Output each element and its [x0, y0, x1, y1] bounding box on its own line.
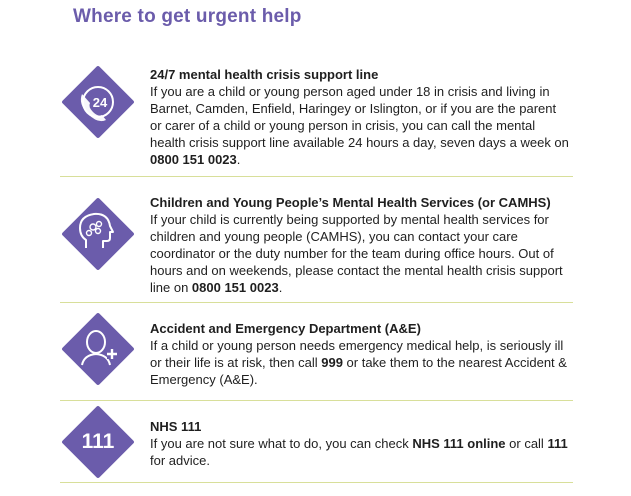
divider — [60, 176, 573, 177]
item-body: If your child is currently being supported by mental health services for children and young people (CAMHS), you can contact your care coordinator or the duty number for the team during office hours. Out of hours and on weekends, please contact the mental health crisis support line on 0800 151 0023. — [150, 212, 563, 295]
divider — [60, 400, 573, 401]
divider — [60, 482, 573, 483]
icon-24-label: 24 — [92, 95, 108, 110]
person-plus-icon — [60, 311, 136, 387]
item-body: If you are a child or young person aged under 18 in crisis and living in Barnet, Camden, Enfield, Haringey or Islington, or if you are the parent or carer of a child or young person in crisis, you can call the mental health crisis support line available 24 hours a day, seven days a week on 0800 151 0023. — [150, 84, 569, 167]
help-item-camhs — [60, 182, 580, 295]
item-body: If you are not sure what to do, you can check NHS 111 online or call 111 for advice. — [150, 436, 568, 468]
item-heading: Accident and Emergency Department (A&E) — [150, 321, 421, 336]
help-item-crisis-line — [60, 62, 580, 172]
help-item-nhs111 — [60, 404, 580, 480]
item-body: If a child or young person needs emergency medical help, is seriously ill or their life is at risk, then call 999 or take them to the nearest Accident & Emergency (A&E). — [150, 338, 567, 387]
nhs-111-icon — [60, 404, 136, 480]
nhs-111-label: 111 — [81, 430, 115, 453]
phone-24-icon — [60, 64, 136, 140]
divider — [60, 302, 573, 303]
item-heading: 24/7 mental health crisis support line — [150, 67, 379, 82]
help-item-ae — [60, 308, 580, 398]
page-title: Where to get urgent help — [73, 6, 302, 27]
item-heading: Children and Young People’s Mental Health Services (or CAMHS) — [150, 195, 551, 210]
item-heading: NHS 111 — [150, 419, 202, 434]
brain-head-icon — [60, 196, 136, 272]
